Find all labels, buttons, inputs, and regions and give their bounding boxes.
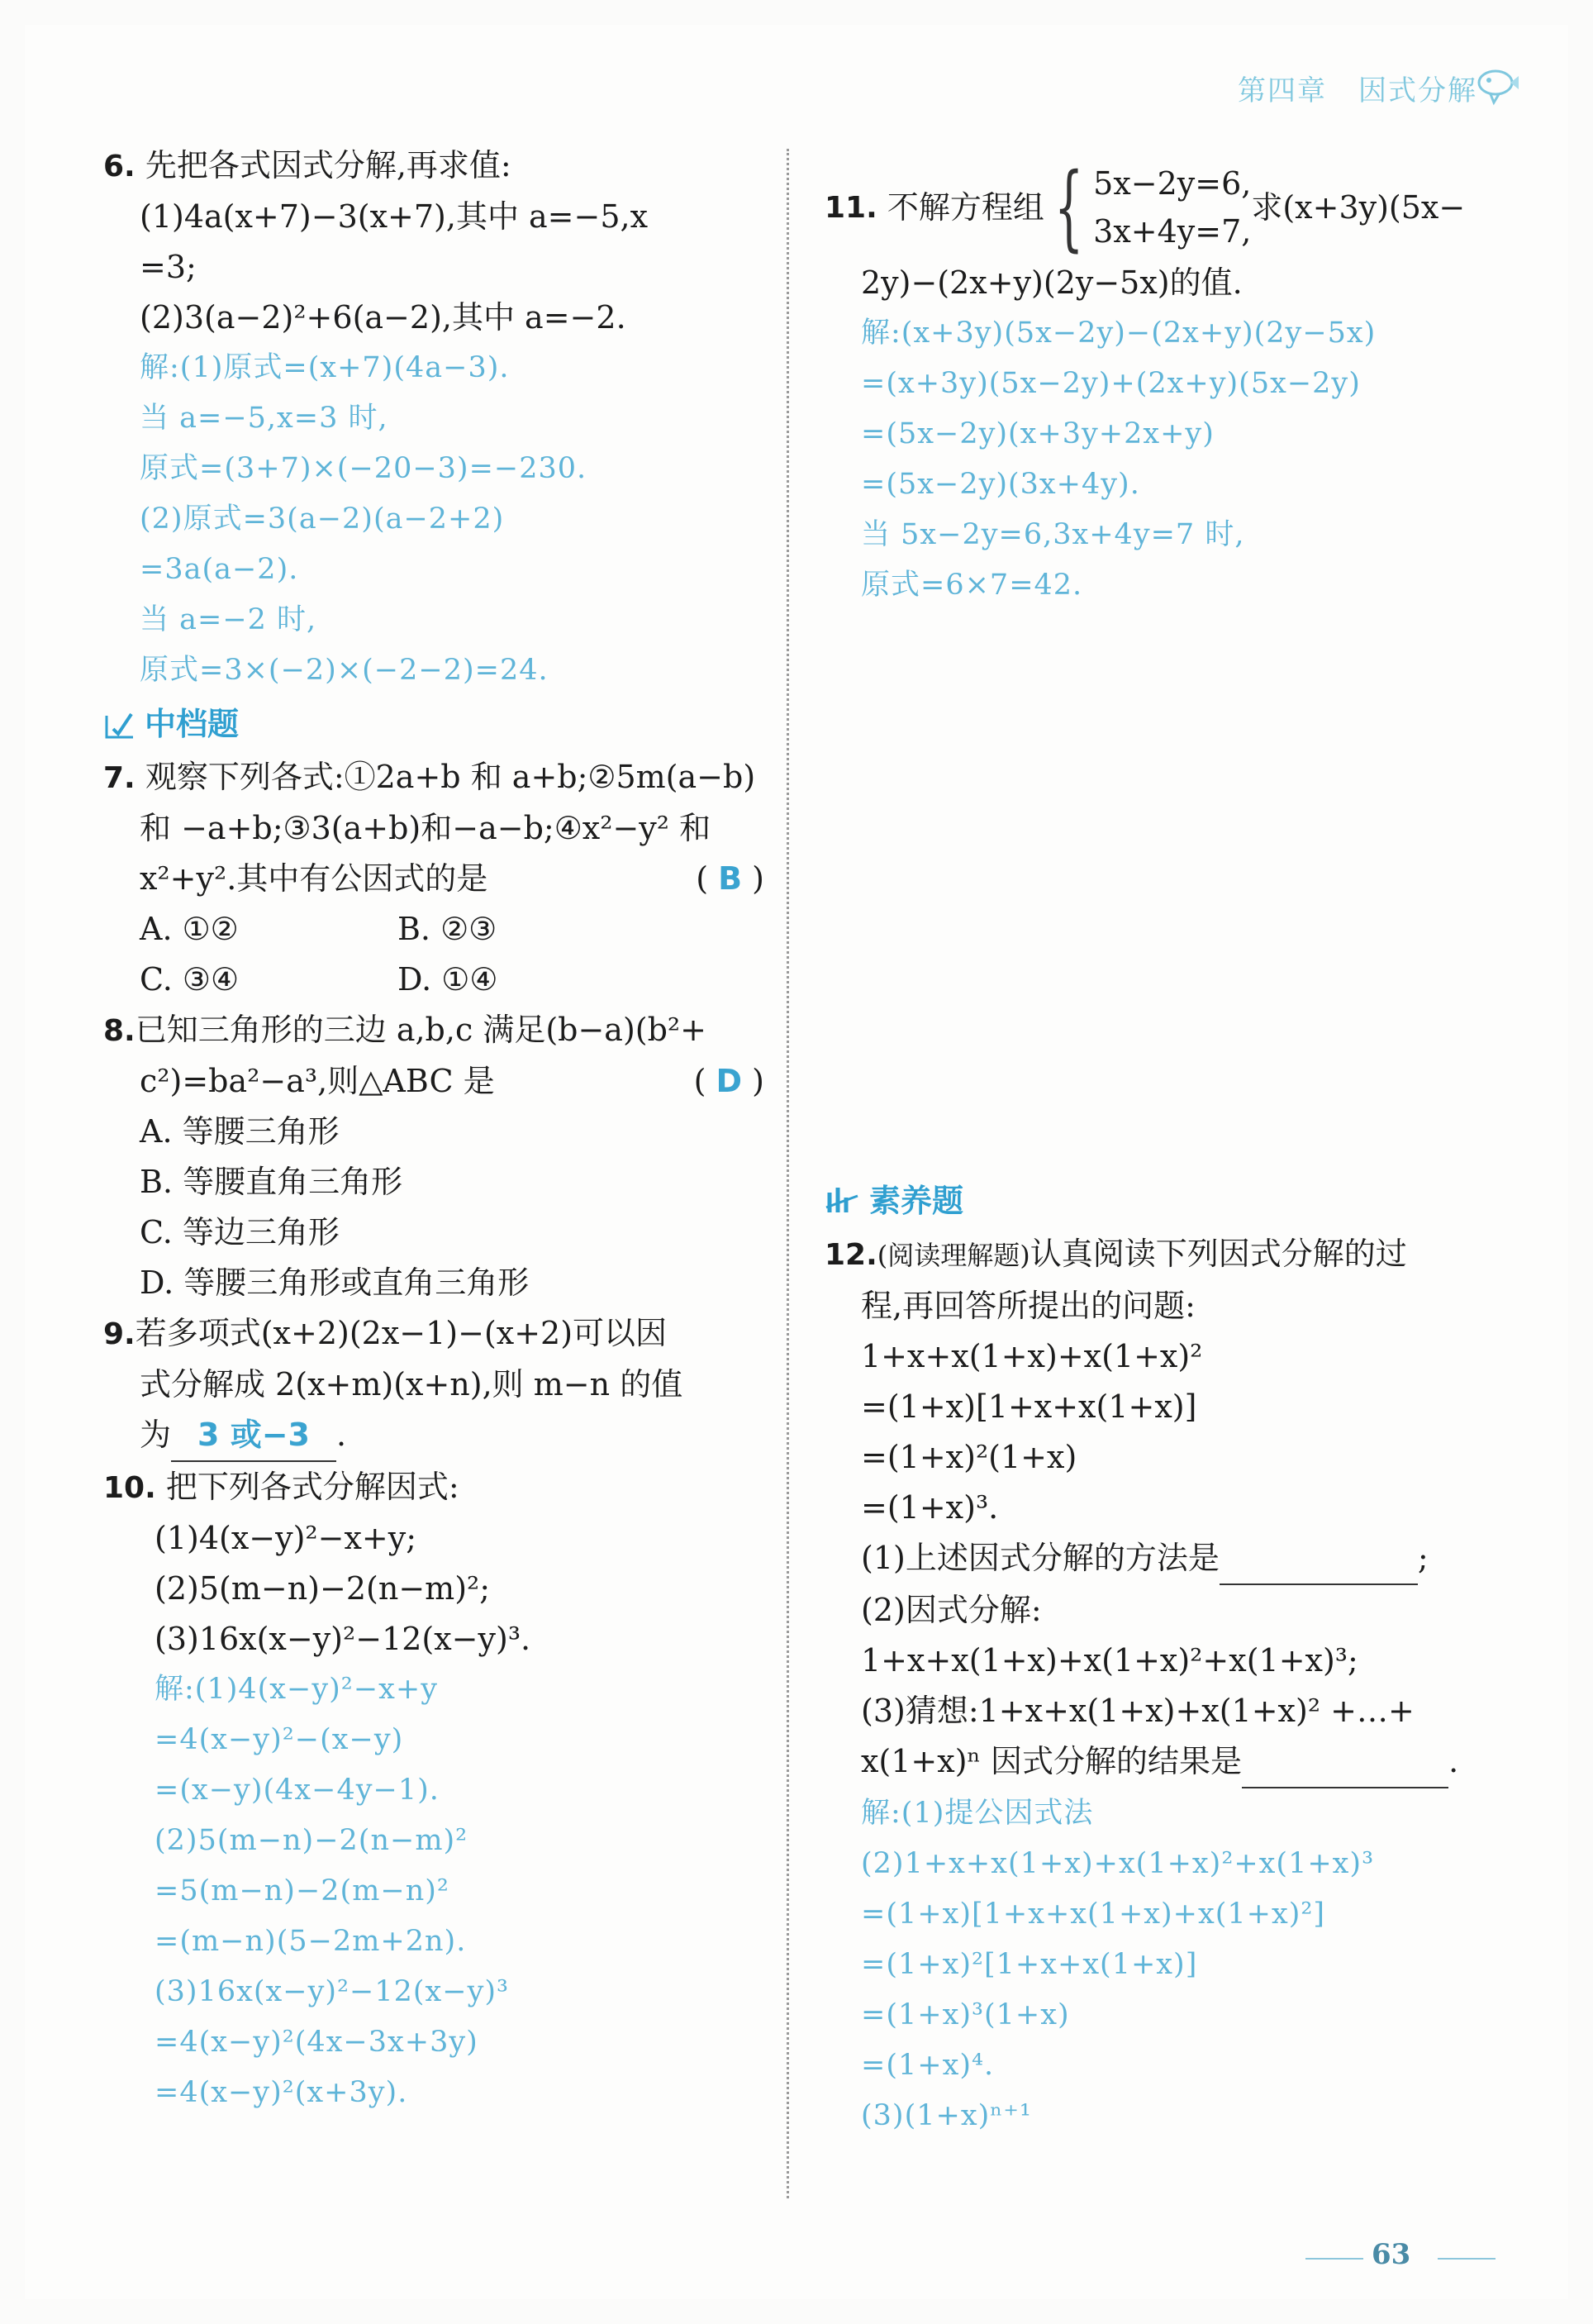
q12-part2: (2)因式分解: <box>861 1592 1042 1628</box>
q8-line1: 8.已知三角形的三边 a,b,c 满足(b−a)(b²+ <box>103 1012 707 1048</box>
q10-item1: (1)4(x−y)²−x+y; <box>155 1520 417 1556</box>
equation-2: 3x+4y=7, <box>1093 213 1252 250</box>
column-divider <box>787 149 789 2198</box>
q6-stem: 6. 先把各式因式分解,再求值: <box>103 147 511 183</box>
q9-answer-blank: 3 或−3 <box>171 1410 336 1462</box>
section-title: 中档题 <box>145 705 240 742</box>
right-column <box>825 154 1494 2141</box>
left-column <box>103 140 764 2118</box>
q9-line1: 9.若多项式(x+2)(2x−1)−(x+2)可以因 <box>103 1315 668 1351</box>
q6-solution-6: 当 a=−2 时, <box>140 603 317 636</box>
q10-item2: (2)5(m−n)−2(n−m)²; <box>155 1570 491 1607</box>
q10-solution-4: (2)5(m−n)−2(n−m)² <box>155 1824 468 1857</box>
q10-solution-2: =4(x−y)²−(x−y) <box>155 1723 404 1756</box>
q11-solution-4: =(5x−2y)(3x+4y). <box>861 468 1140 501</box>
q7-line1: 7. 观察下列各式:①2a+b 和 a+b;②5m(a−b) <box>103 759 756 795</box>
q12-part1-blank <box>1220 1533 1418 1585</box>
q7-options-row2 <box>103 955 764 1005</box>
q6-part1: (1)4a(x+7)−3(x+7),其中 a=−5,x <box>140 198 649 235</box>
q11-solution-5: 当 5x−2y=6,3x+4y=7 时, <box>861 518 1245 551</box>
bar-pen-icon <box>825 1184 861 1217</box>
option-a: A. ①② <box>140 911 239 947</box>
q6-solution-2: 当 a=−5,x=3 时, <box>140 402 388 435</box>
q11-solution-1: 解:(x+3y)(5x−2y)−(2x+y)(2y−5x) <box>861 317 1377 350</box>
q11-solution-3: =(5x−2y)(x+3y+2x+y) <box>861 417 1215 450</box>
q12-solution-1: 解:(1)提公因式法 <box>861 1797 1094 1830</box>
q6-solution-7: 原式=3×(−2)×(−2−2)=24. <box>140 654 549 687</box>
q6-solution-3: 原式=(3+7)×(−20−3)=−230. <box>140 452 587 485</box>
q6-part1-cont: =3; <box>140 249 197 285</box>
q10-solution-8: =4(x−y)²(4x−3x+3y) <box>155 2026 478 2059</box>
lightbulb-fish-icon <box>1471 60 1520 109</box>
q10-solution-7: (3)16x(x−y)²−12(x−y)³ <box>155 1975 510 2008</box>
q7-line3: x²+y².其中有公因式的是 ( B ) <box>140 860 764 897</box>
q12-solution-2: (2)1+x+x(1+x)+x(1+x)²+x(1+x)³ <box>861 1847 1375 1880</box>
q8-option-c: C. 等边三角形 <box>140 1214 340 1250</box>
section-medium-difficulty <box>103 696 764 752</box>
q11-solution-6: 原式=6×7=42. <box>861 569 1083 602</box>
q6-solution-5: =3a(a−2). <box>140 553 299 586</box>
q7-answer: B <box>718 860 743 897</box>
q12-part1: (1)上述因式分解的方法是 ; <box>825 1533 1494 1585</box>
q12-solution-7: (3)(1+x)ⁿ⁺¹ <box>861 2099 1032 2132</box>
section-title: 素养题 <box>869 1182 964 1219</box>
q12-part2-expr: 1+x+x(1+x)+x(1+x)²+x(1+x)³; <box>861 1642 1358 1679</box>
q12-part3-blank <box>1242 1736 1448 1788</box>
q12-solution-5: =(1+x)³(1+x) <box>861 1998 1070 2031</box>
q10-stem: 10. 把下列各式分解因式: <box>103 1469 459 1505</box>
q7-options-row1 <box>103 904 764 955</box>
page-number-line-left <box>1305 2258 1363 2260</box>
q12-solution-3: =(1+x)[1+x+x(1+x)+x(1+x)²] <box>861 1898 1326 1931</box>
q12-solution-6: =(1+x)⁴. <box>861 2049 995 2082</box>
q11-line2: 2y)−(2x+y)(2y−5x)的值. <box>861 264 1243 301</box>
q10-solution-6: =(m−n)(5−2m+2n). <box>155 1925 467 1958</box>
q7-line2: 和 −a+b;③3(a+b)和−a−b;④x²−y² 和 <box>140 810 711 846</box>
q12-step4: =(1+x)³. <box>861 1489 999 1526</box>
q12-step1: 1+x+x(1+x)+x(1+x)² <box>861 1338 1203 1374</box>
q12-step2: =(1+x)[1+x+x(1+x)] <box>861 1388 1197 1425</box>
page-header <box>1238 68 1477 108</box>
q9-line3: 为 3 或−3 . <box>103 1410 764 1462</box>
q9-line2: 式分解成 2(x+m)(x+n),则 m−n 的值 <box>140 1366 683 1402</box>
q6-solution-4: (2)原式=3(a−2)(a−2+2) <box>140 502 505 536</box>
chapter-title: 因式分解 <box>1358 74 1477 107</box>
page-number-line-right <box>1438 2258 1496 2260</box>
q6-part2: (2)3(a−2)²+6(a−2),其中 a=−2. <box>140 299 626 336</box>
option-d: D. ①④ <box>397 961 498 998</box>
q8-line2: c²)=ba²−a³,则△ABC 是 ( D ) <box>140 1063 764 1099</box>
q8-option-d: D. 等腰三角形或直角三角形 <box>140 1264 530 1301</box>
q8-option-b: B. 等腰直角三角形 <box>140 1164 403 1200</box>
q12-part3: (3)猜想:1+x+x(1+x)+x(1+x)² +…+ <box>861 1693 1415 1729</box>
q12-solution-4: =(1+x)²[1+x+x(1+x)] <box>861 1948 1198 1981</box>
equation-1: 5x−2y=6, <box>1093 165 1252 202</box>
q12-line2: 程,再回答所提出的问题: <box>861 1288 1196 1324</box>
pencil-check-icon <box>103 707 136 741</box>
q12-part3-cont: x(1+x)ⁿ 因式分解的结果是 . <box>825 1736 1494 1788</box>
q10-solution-9: =4(x−y)²(x+3y). <box>155 2076 408 2109</box>
q10-solution-5: =5(m−n)−2(m−n)² <box>155 1874 449 1907</box>
chapter-label: 第四章 <box>1238 74 1327 107</box>
section-literacy <box>825 1173 1494 1229</box>
option-b: B. ②③ <box>397 911 497 947</box>
q8-answer: D <box>716 1063 743 1099</box>
q12-step3: =(1+x)²(1+x) <box>861 1439 1077 1475</box>
q11-solution-2: =(x+3y)(5x−2y)+(2x+y)(5x−2y) <box>861 367 1361 400</box>
q6-solution-1: 解:(1)原式=(x+7)(4a−3). <box>140 351 510 384</box>
page-number: 63 <box>1372 2238 1411 2271</box>
q8-option-a: A. 等腰三角形 <box>140 1113 340 1150</box>
q10-solution-1: 解:(1)4(x−y)²−x+y <box>155 1673 438 1706</box>
answer-space <box>825 611 1494 1173</box>
q10-item3: (3)16x(x−y)²−12(x−y)³. <box>155 1621 531 1657</box>
q11-line1: 11. 不解方程组 { 5x−2y=6, 3x+4y=7, 求(x+3y)(5x− <box>825 154 1466 261</box>
q10-solution-3: =(x−y)(4x−4y−1). <box>155 1774 440 1807</box>
q12-line1: 12.(阅读理解题)认真阅读下列因式分解的过 <box>825 1236 1407 1272</box>
option-c: C. ③④ <box>140 961 240 998</box>
equation-system: { 5x−2y=6, 3x+4y=7, <box>1053 154 1252 261</box>
